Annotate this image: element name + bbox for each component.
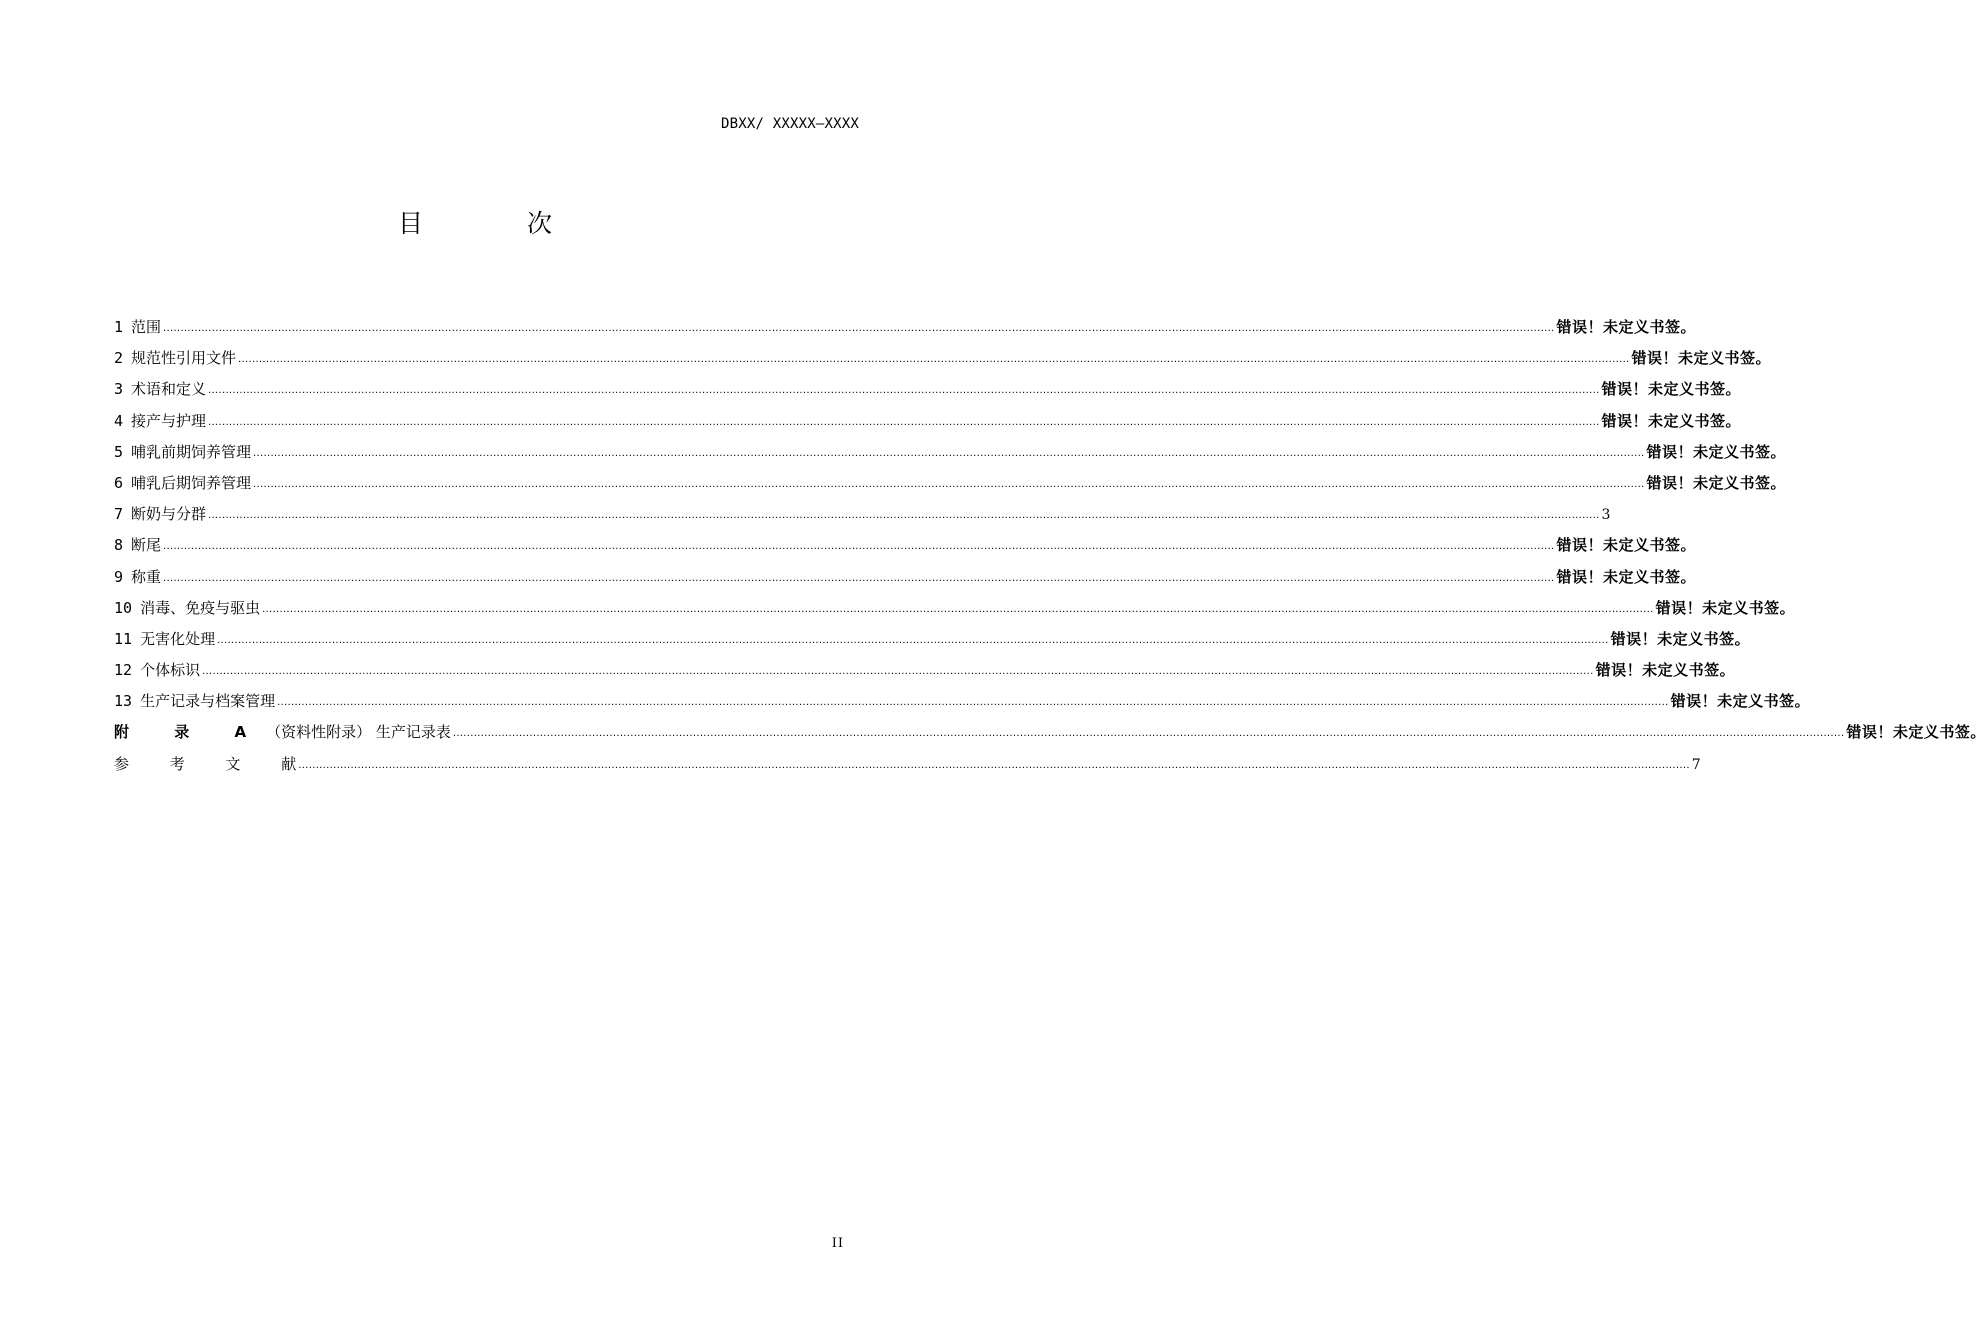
toc-page: 7 xyxy=(1691,756,1701,773)
page-title: 目 次 xyxy=(398,209,600,238)
toc-entry-title: 生产记录与档案管理 xyxy=(140,692,276,711)
toc-page: 错误！未定义书签。 xyxy=(1610,629,1751,648)
toc-entry-11[interactable]: 11 无害化处理 ................................................................................................................................................................................................................................................................................................................................................................................................................ 错误！未定义书签。 xyxy=(114,624,858,655)
toc-entry-8[interactable]: 8 断尾 ................................................................................................................................................................................................................................................................................................................................................................................................................ 错误！未定义书签。 xyxy=(114,530,858,561)
dot-leader: ................................................................................................................................................................................................................................................................................................................................................................................................................ xyxy=(262,603,1654,615)
dot-leader: ................................................................................................................................................................................................................................................................................................................................................................................................................ xyxy=(163,541,1555,553)
toc-entry-13[interactable]: 13 生产记录与档案管理 ................................................................................................................................................................................................................................................................................................................................................................................................................ 错误！未定义书签。 xyxy=(114,686,858,717)
table-of-contents xyxy=(114,312,1986,780)
toc-entry-7[interactable]: 7 断奶与分群 ................................................................................................................................................................................................................................................................................................................................................................................................................ 3 xyxy=(114,499,858,530)
toc-page: 错误！未定义书签。 xyxy=(1670,692,1811,711)
toc-entry-3[interactable]: 3 术语和定义 ................................................................................................................................................................................................................................................................................................................................................................................................................ 错误！未定义书签。 xyxy=(114,374,858,405)
dot-leader: ................................................................................................................................................................................................................................................................................................................................................................................................................ xyxy=(208,510,1600,522)
toc-page: 错误！未定义书签。 xyxy=(1556,567,1697,586)
toc-page: 错误！未定义书签。 xyxy=(1556,536,1697,555)
dot-leader: ................................................................................................................................................................................................................................................................................................................................................................................................................ xyxy=(253,478,1645,490)
dot-leader: ................................................................................................................................................................................................................................................................................................................................................................................................................ xyxy=(452,728,1845,740)
toc-entry-12[interactable]: 12 个体标识 ................................................................................................................................................................................................................................................................................................................................................................................................................ 错误！未定义书签。 xyxy=(114,655,858,686)
document-code: DBXX/ XXXXX—XXXX xyxy=(720,116,859,132)
appendix-title: （资料性附录） 生产记录表 xyxy=(266,723,451,742)
appendix-label: 附 录 A xyxy=(114,723,267,742)
dot-leader: ................................................................................................................................................................................................................................................................................................................................................................................................................ xyxy=(238,354,1630,366)
toc-entry-title: 称重 xyxy=(131,567,162,586)
toc-entry-title: 断尾 xyxy=(131,536,162,555)
toc-entry-title: 消毒、免疫与驱虫 xyxy=(140,598,261,617)
dot-leader: ................................................................................................................................................................................................................................................................................................................................................................................................................ xyxy=(202,666,1594,678)
toc-entry-references[interactable] xyxy=(114,749,1701,780)
dot-leader: ................................................................................................................................................................................................................................................................................................................................................................................................................ xyxy=(163,323,1555,334)
toc-entry-9[interactable]: 9 称重 ................................................................................................................................................................................................................................................................................................................................................................................................................ 错误！未定义书签。 xyxy=(114,562,858,593)
toc-entry-title: 哺乳后期饲养管理 xyxy=(131,473,252,492)
references-label: 参 考 文 献 xyxy=(114,754,315,773)
toc-entry-appendix-a[interactable] xyxy=(114,717,1986,748)
toc-page: 错误！未定义书签。 xyxy=(1631,349,1772,368)
toc-entry-2[interactable]: 2 规范性引用文件 ................................................................................................................................................................................................................................................................................................................................................................................................................ 错误！未定义书签。 xyxy=(114,343,858,374)
dot-leader: ................................................................................................................................................................................................................................................................................................................................................................................................................ xyxy=(217,634,1609,646)
dot-leader: ................................................................................................................................................................................................................................................................................................................................................................................................................ xyxy=(208,416,1600,428)
page-number: II xyxy=(831,1236,844,1251)
toc-page: 错误！未定义书签。 xyxy=(1646,442,1787,461)
toc-page: 错误！未定义书签。 xyxy=(1601,380,1742,399)
toc-entry-title: 范围 xyxy=(131,318,162,336)
toc-page: 错误！未定义书签。 xyxy=(1646,473,1787,492)
toc-entry-title: 无害化处理 xyxy=(140,629,216,648)
dot-leader: ................................................................................................................................................................................................................................................................................................................................................................................................................ xyxy=(208,385,1600,397)
toc-entry-5[interactable]: 5 哺乳前期饲养管理 ................................................................................................................................................................................................................................................................................................................................................................................................................ 错误！未定义书签。 xyxy=(114,437,858,468)
toc-entry-title: 规范性引用文件 xyxy=(131,349,237,368)
toc-entry-title: 个体标识 xyxy=(140,661,201,680)
toc-page: 错误！未定义书签。 xyxy=(1556,318,1697,336)
toc-page: 错误！未定义书签。 xyxy=(1601,411,1742,430)
toc-entry-title: 术语和定义 xyxy=(131,380,207,399)
dot-leader: ................................................................................................................................................................................................................................................................................................................................................................................................................ xyxy=(163,572,1555,584)
toc-entry-title: 接产与护理 xyxy=(131,411,207,430)
toc-entry-title: 断奶与分群 xyxy=(131,505,207,524)
toc-entry-10[interactable]: 10 消毒、免疫与驱虫 ................................................................................................................................................................................................................................................................................................................................................................................................................ 错误！未定义书签。 xyxy=(114,593,858,624)
dot-leader: ................................................................................................................................................................................................................................................................................................................................................................................................................ xyxy=(253,447,1645,459)
dot-leader: ................................................................................................................................................................................................................................................................................................................................................................................................................ xyxy=(298,759,1690,771)
toc-entry-6[interactable]: 6 哺乳后期饲养管理 ................................................................................................................................................................................................................................................................................................................................................................................................................ 错误！未定义书签。 xyxy=(114,468,858,499)
dot-leader: ................................................................................................................................................................................................................................................................................................................................................................................................................ xyxy=(277,697,1669,709)
toc-page: 3 xyxy=(1601,507,1611,524)
toc-page: 错误！未定义书签。 xyxy=(1655,598,1796,617)
toc-page: 错误！未定义书签。 xyxy=(1846,723,1986,742)
toc-entry-title: 哺乳前期饲养管理 xyxy=(131,442,252,461)
toc-entry-4[interactable]: 4 接产与护理 ................................................................................................................................................................................................................................................................................................................................................................................................................ 错误！未定义书签。 xyxy=(114,406,858,437)
toc-page: 错误！未定义书签。 xyxy=(1595,661,1736,680)
toc-entry-1[interactable]: 1 范围 ................................................................................................................................................................................................................................................................................................................................................................................................................ 错误！未定义书签。 xyxy=(114,312,858,343)
